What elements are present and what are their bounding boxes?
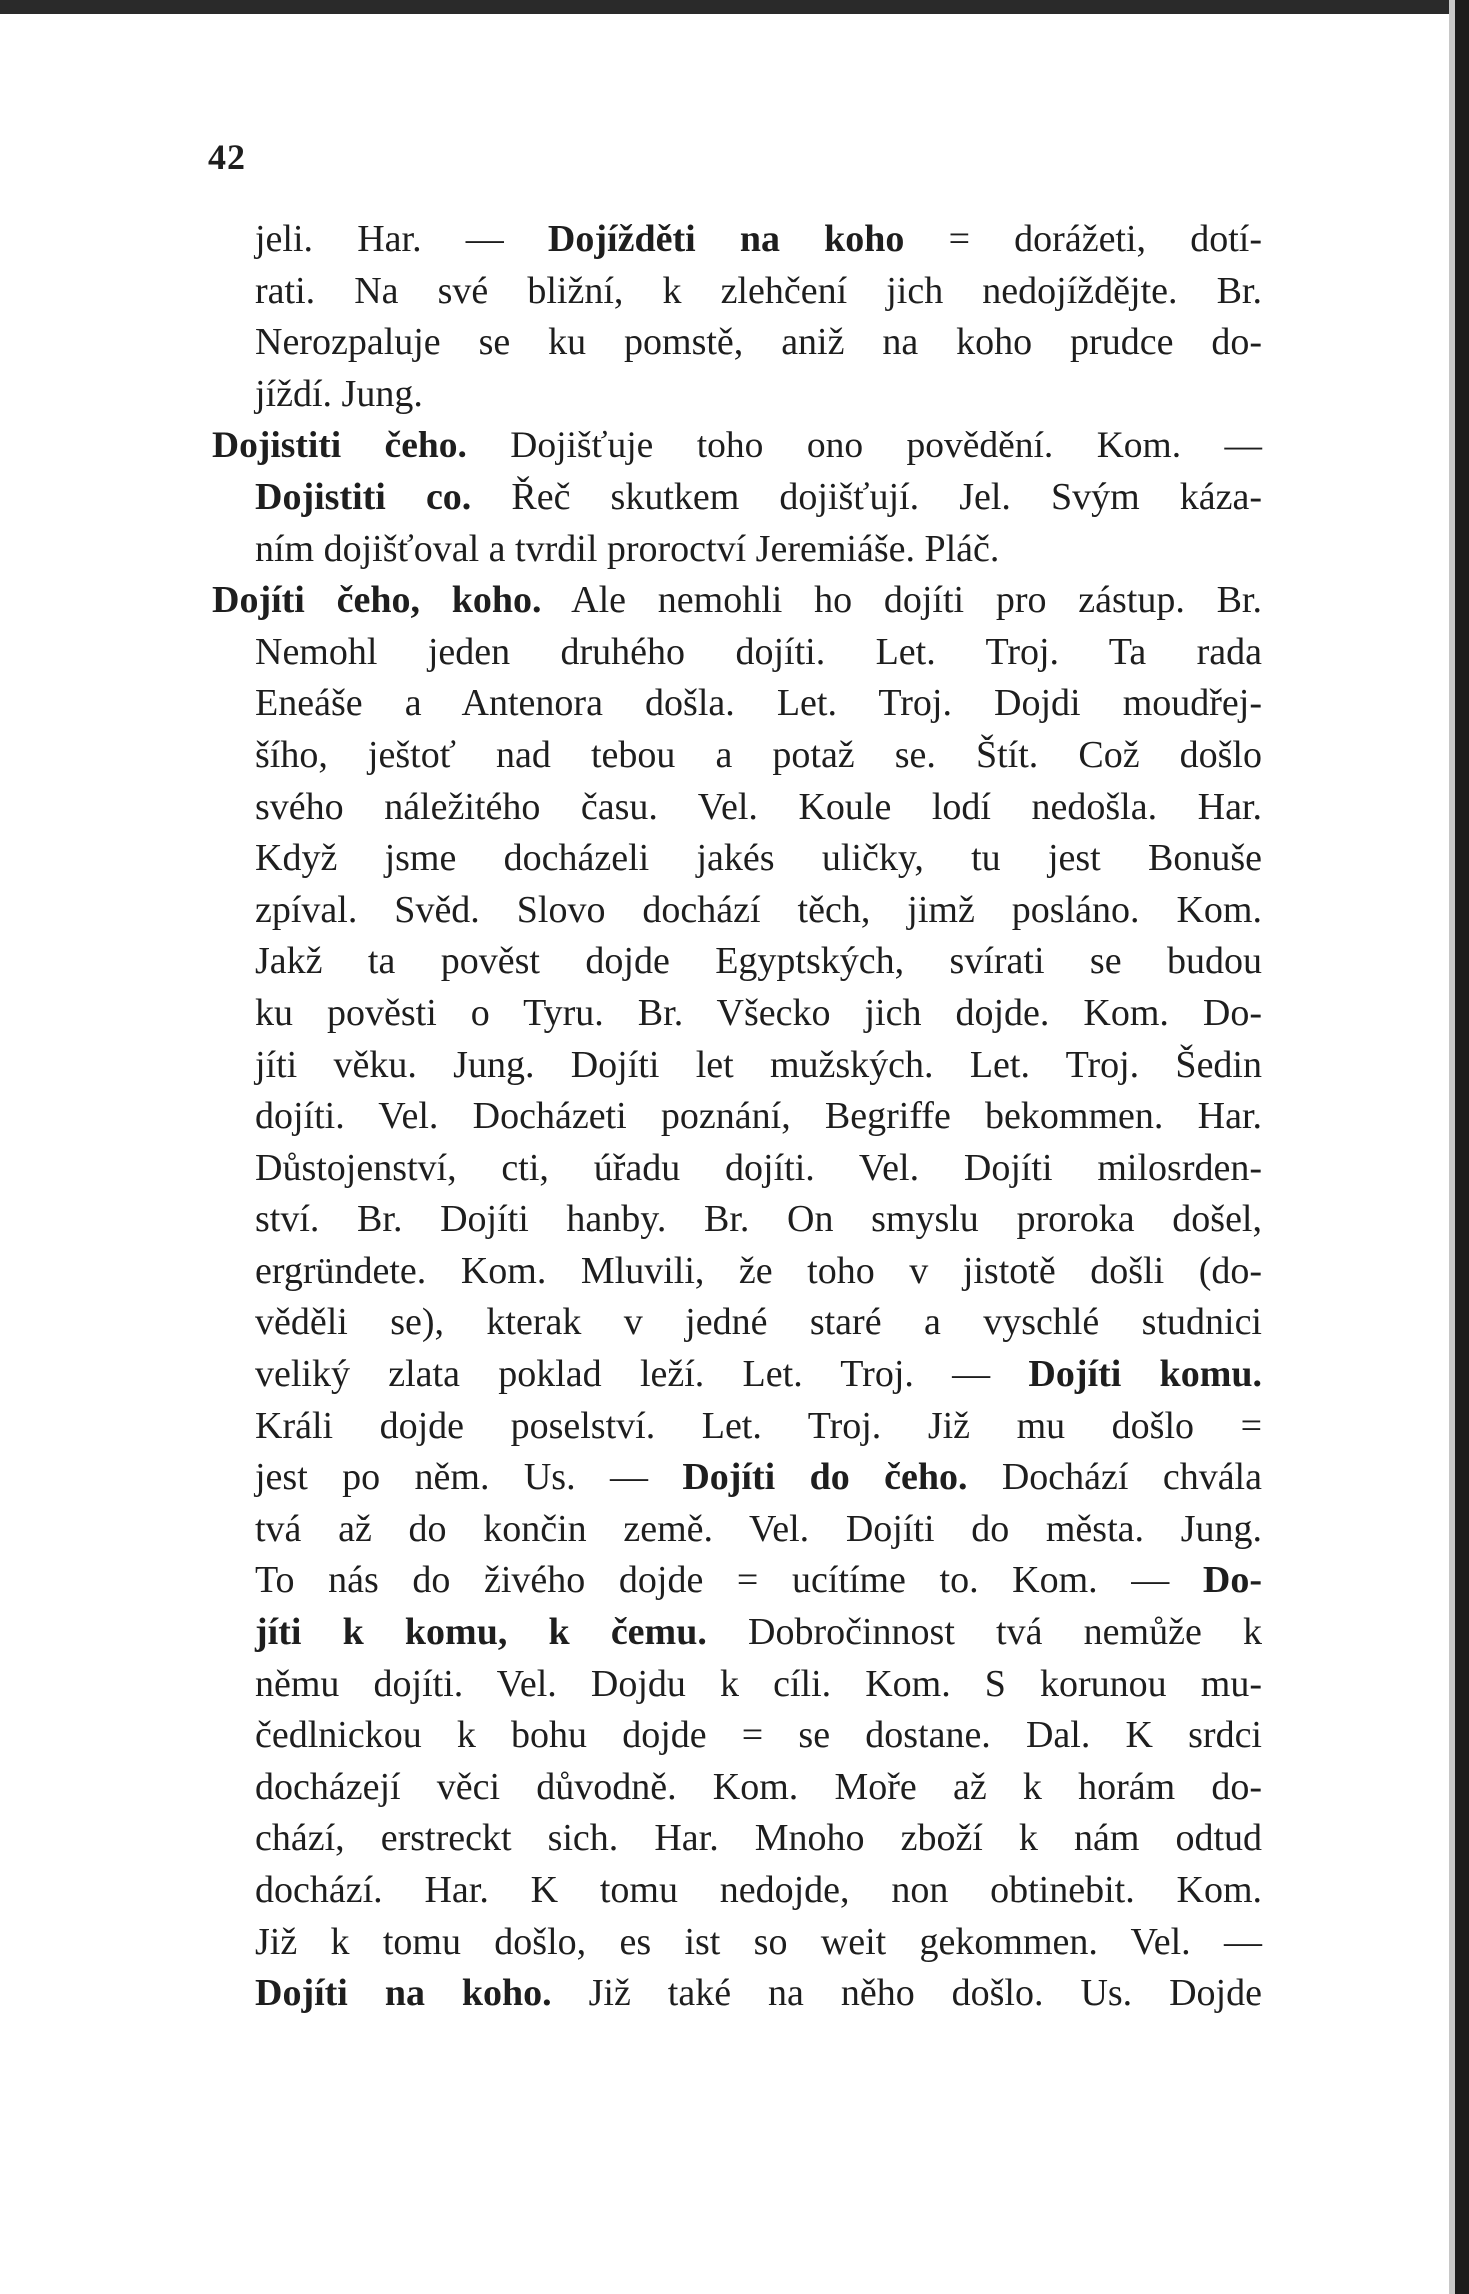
headword: Dojížděti na koho — [547, 218, 905, 260]
text-segment: docházejí věci důvodně. Kom. Moře až k horám do- — [255, 1765, 1262, 1808]
text-segment: jíti věku. Jung. Dojíti let mužských. Let. Troj. Šedin — [255, 1043, 1262, 1086]
text-segment: jest po něm. Us. — — [255, 1456, 683, 1499]
text-segment: dojíti. Vel. Docházeti poznání, Begriffe bekommen. Har. — [255, 1095, 1262, 1138]
text-line — [212, 627, 1262, 679]
text-segment: Řeč skutkem dojišťují. Jel. Svým káza- — [471, 475, 1262, 518]
text-line — [212, 833, 1262, 885]
headword: jíti k komu, k čemu. — [255, 1611, 707, 1654]
text-segment: = dorážeti, dotí- — [904, 218, 1262, 260]
text-line — [212, 575, 1262, 627]
text-line — [212, 1401, 1262, 1453]
scan-right-border — [1455, 0, 1469, 2294]
text-segment: ergründete. Kom. Mluvili, že toho v jistotě došli (do- — [255, 1249, 1262, 1292]
text-line — [212, 1968, 1262, 2020]
text-line — [212, 1452, 1262, 1504]
text-segment: šího, ještoť nad tebou a potaž se. Štít. Což došlo — [255, 733, 1262, 776]
text-segment: Nemohl jeden druhého dojíti. Let. Troj. Ta rada — [255, 630, 1262, 673]
text-segment: svého náležitého času. Vel. Koule lodí nedošla. Har. — [255, 785, 1262, 828]
text-line — [212, 472, 1262, 524]
text-line — [212, 730, 1262, 782]
text-segment: Ale nemohli ho dojíti pro zástup. Br. — [541, 579, 1262, 622]
headword: Dojistiti čeho. — [212, 425, 467, 467]
text-line — [212, 1504, 1262, 1556]
text-line — [212, 988, 1262, 1040]
headword: Do- — [1202, 1559, 1262, 1602]
text-segment: ním dojišťoval a tvrdil proroctví Jeremiáše. Pláč. — [255, 527, 1000, 570]
text-segment: Již také na něho došlo. Us. Dojde — [551, 1972, 1262, 2015]
text-line — [212, 782, 1262, 834]
headword: Dojíti komu. — [1028, 1353, 1262, 1396]
text-segment: ství. Br. Dojíti hanby. Br. On smyslu proroka došel, — [255, 1198, 1262, 1241]
text-segment: Jakž ta pověst dojde Egyptských, svírati se budou — [255, 940, 1262, 983]
text-line — [212, 1143, 1262, 1195]
headword: Dojíti do čeho. — [682, 1456, 968, 1499]
page-number: 42 — [208, 137, 246, 177]
text-line — [212, 936, 1262, 988]
text-line — [212, 369, 1262, 421]
text-line — [212, 1349, 1262, 1401]
text-line — [212, 1762, 1262, 1814]
text-line — [212, 420, 1262, 472]
scan-top-border — [0, 0, 1469, 14]
text-segment: Králi dojde poselství. Let. Troj. Již mu došlo = — [255, 1404, 1262, 1447]
text-segment: dochází. Har. K tomu nedojde, non obtinebit. Kom. — [255, 1869, 1262, 1911]
text-segment: tvá až do končin země. Vel. Dojíti do města. Jung. — [255, 1507, 1262, 1550]
text-segment: rati. Na své bližní, k zlehčení jich nedojíždějte. Br. — [255, 269, 1262, 312]
headword: Dojíti čeho, koho. — [212, 579, 542, 622]
text-segment: veliký zlata poklad leží. Let. Troj. — — [255, 1353, 1029, 1396]
text-segment: zpíval. Svěd. Slovo dochází těch, jimž posláno. Kom. — [255, 888, 1262, 931]
text-line — [212, 1710, 1262, 1762]
dictionary-text — [212, 214, 1262, 2020]
text-segment: jeli. Har. — — [255, 218, 548, 260]
text-line — [212, 1865, 1262, 1917]
text-segment: němu dojíti. Vel. Dojdu k cíli. Kom. S korunou mu- — [255, 1662, 1262, 1705]
text-segment: Když jsme docházeli jakés uličky, tu jest Bonuše — [255, 837, 1262, 880]
text-segment: Důstojenství, cti, úřadu dojíti. Vel. Dojíti milosrden- — [255, 1146, 1262, 1189]
text-line — [212, 1607, 1262, 1659]
text-line — [212, 1091, 1262, 1143]
text-line — [212, 214, 1262, 266]
text-segment: Dobročinnost tvá nemůže k — [706, 1611, 1262, 1654]
text-segment: To nás do živého dojde = ucítíme to. Kom. — — [255, 1559, 1203, 1602]
headword: Dojíti na koho. — [255, 1972, 552, 2015]
text-segment: Eneáše a Antenora došla. Let. Troj. Dojdi moudřej- — [255, 682, 1262, 725]
text-segment: čedlnickou k bohu dojde = se dostane. Dal. K srdci — [255, 1714, 1262, 1757]
text-line — [212, 885, 1262, 937]
text-segment: ku pověsti o Tyru. Br. Všecko jich dojde. Kom. Do- — [255, 991, 1262, 1034]
text-segment: jíždí. Jung. — [255, 372, 423, 415]
text-line — [212, 1194, 1262, 1246]
text-line — [212, 317, 1262, 369]
text-line — [212, 1297, 1262, 1349]
text-line — [212, 1813, 1262, 1865]
text-line — [212, 524, 1262, 576]
text-segment: Dochází chvála — [967, 1456, 1262, 1499]
text-segment: chází, erstreckt sich. Har. Mnoho zboží k nám odtud — [255, 1817, 1262, 1860]
text-line — [212, 1917, 1262, 1969]
text-line — [212, 1040, 1262, 1092]
text-segment: věděli se), kterak v jedné staré a vyschlé studnici — [255, 1301, 1262, 1344]
text-line — [212, 1246, 1262, 1298]
text-line — [212, 678, 1262, 730]
headword: Dojistiti co. — [255, 475, 472, 518]
text-line — [212, 1659, 1262, 1711]
text-segment: Nerozpaluje se ku pomstě, aniž na koho prudce do- — [255, 321, 1262, 364]
text-segment: Dojišťuje toho ono povědění. Kom. — — [466, 425, 1262, 467]
text-line — [212, 1555, 1262, 1607]
text-line — [212, 266, 1262, 318]
text-segment: Již k tomu došlo, es ist so weit gekommen. Vel. — — [255, 1920, 1262, 1963]
